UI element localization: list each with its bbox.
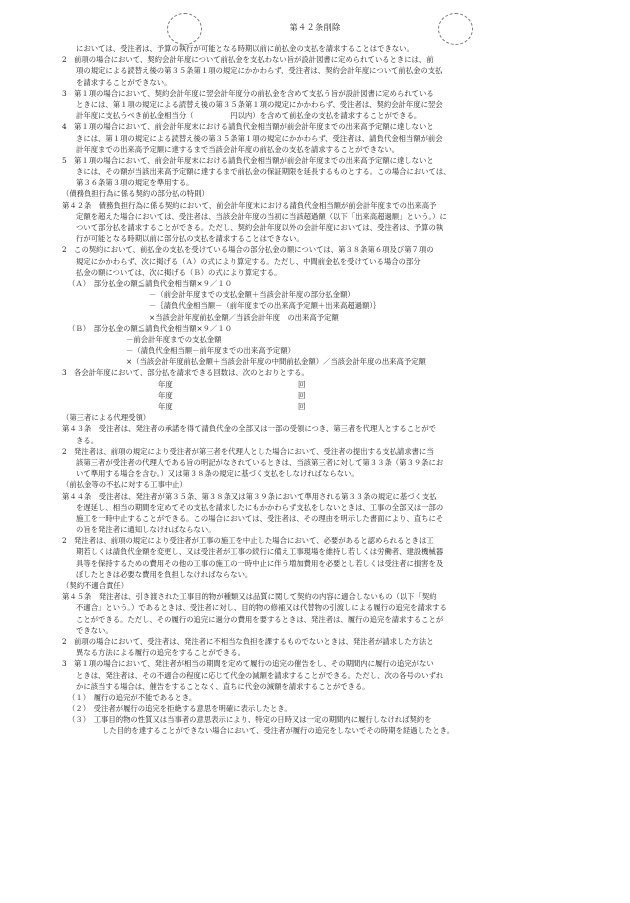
- text-line: ×当該会計年度前払金額／当該会計年度 の出来高予定額: [149, 312, 339, 322]
- text-line: 施工を一時中止することができる。この場合においては、受注者は、その理由を明示した書面により、直ちにそ: [76, 513, 444, 523]
- text-line: 行が可能となる時期以前に部分払の支払を請求することはできない。: [76, 234, 304, 244]
- page-title: 第４２条削除: [289, 22, 341, 32]
- text-line: を遅延し、相当の期間を定めてその支払を請求したにもかかわらず支払をしないときは、工事の全部又は一部の: [76, 502, 444, 512]
- text-line: きには、その額が当該出来高予定額に達するまで前払金の保証期限を延長するものとする。この場合においては、: [76, 167, 451, 177]
- text-line: 2 この契約において、前払金の支払を受けている場合の部分払金の額については、第３８条第６項及び第７項の: [62, 245, 434, 255]
- text-line: きには、第１項の規定による読替え後の第３５条第１項の規定にかかわらず、受注者は、請負代金相当額が前会: [76, 133, 443, 143]
- text-line: （前払金等の不払に対する工事中止）: [62, 480, 187, 490]
- page-header: [0, 13, 630, 43]
- text-line: （契約不適合責任）: [62, 581, 129, 590]
- text-line: きる。: [76, 435, 99, 445]
- schedule-row: [62, 401, 572, 412]
- text-line: においては、受注者は、予算の執行が可能となる時期以前に前払金の支払を請求することはできない。: [76, 44, 414, 53]
- text-line: 2 前項の場合において、受注者は、発注者に不相当な負担を課するものでないときは、発注者が請求した方法と: [62, 636, 434, 646]
- text-line: の旨を発注者に通知しなければならない。: [76, 525, 216, 535]
- text-line: ときには、第１項の規定による読替え後の第３５条第１項の規定にかかわらず、受注者は、契約会計年度に翌会: [76, 99, 443, 109]
- text-line: 項の規定による読替え後の第３５条第１項の規定にかかわらず、受注者は、契約会計年度について前払金の支払: [76, 66, 443, 76]
- text-line: を請求することができない。: [76, 77, 172, 87]
- schedule-year: 年度: [158, 402, 173, 411]
- document-body: [62, 43, 572, 737]
- text-line: 定額を超えた場合においては、受注者は、当該会計年度の当初に当該超過額（以下「出来高超過額」という。）に: [76, 211, 447, 221]
- text-line: 3 第１項の場合において、発注者が相当の期間を定めて履行の追完の催告をし、その期間内に履行の追完がない: [62, 659, 434, 669]
- text-line: 3 各会計年度において、部分払を請求できる回数は、次のとおりとする。: [62, 368, 309, 378]
- text-line: （２） 受注者が履行の追完を拒絶する意思を明確に表示したとき。: [68, 704, 292, 714]
- schedule-row: [62, 379, 572, 390]
- text-line: －（請負代金相当額－前年度までの出来高予定額）: [126, 346, 295, 356]
- text-line: 払金の額については、次に掲げる（Ｂ）の式により算定する。: [76, 267, 282, 277]
- text-line: 異なる方法による履行の追完をすることができる。: [76, 648, 245, 658]
- text-line: ことができる。ただし、その履行の追完に過分の費用を要するときは、発注者は、履行の追完を請求することが: [76, 614, 444, 624]
- schedule-year: 年度: [158, 390, 173, 400]
- text-line: ぼしたときは必要な費用を負担しなければならない。: [76, 569, 253, 579]
- text-line: かに該当する場合は、催告をすることなく、直ちに代金の減額を請求することができる。: [76, 681, 370, 691]
- text-line: －前会計年度までの支払金額: [126, 334, 222, 344]
- text-line: 計年度に支払うべき前払金相当分（ 円以内）を含めて前払金の支払を請求することができる。: [76, 111, 422, 121]
- text-line: 該第三者が受注者の代理人である旨の明記がなされているときは、当該第三者に対して第３３条（第３９条にお: [76, 457, 444, 467]
- schedule-row: [62, 390, 572, 401]
- text-line: （債務負担行為に係る契約の部分払の特則）: [62, 189, 209, 199]
- text-line: （Ｂ） 部分払金の額≦請負代金相当額×９／１０: [68, 323, 233, 333]
- text-line: ×（当該会計年度前払金額＋当該会計年度の中間前払金額）／当該会計年度の出来高予定額: [126, 357, 426, 367]
- schedule-count: 回: [298, 379, 306, 389]
- schedule-count: 回: [298, 402, 306, 411]
- text-line: －｛請負代金相当額－（前年度までの出来高予定額＋出来高超過額）｝: [149, 301, 381, 311]
- schedule-year: 年度: [158, 379, 173, 389]
- text-line: 第４５条 発注者は、引き渡された工事目的物が種類又は品質に関して契約の内容に適合しないもの（以下「契約: [62, 592, 437, 602]
- text-line: ときは、発注者は、その不適合の程度に応じて代金の減額を請求することができる。ただし、次の各号のいずれ: [76, 670, 444, 680]
- text-line: 不適合」という。）であるときは、受注者に対し、目的物の修補又は代替物の引渡しによる履行の追完を請求する: [76, 603, 447, 613]
- text-line: 具等を保持するための費用その他の工事の施工の一時中止に伴う増加費用を必要とし若しくは受注者に損害を及: [76, 558, 444, 568]
- text-line: 計年度までの出来高予定額に達するまで当該会計年度の前払金の支払を請求することができない。: [76, 144, 400, 154]
- text-line: した目的を達することができない場合において、受注者が履行の追完をしないでその時期を経過したとき。: [102, 726, 455, 736]
- text-line: 2 発注者は、前項の規定により受注者が第三者を代理人とした場合において、受注者の提出する支払請求書に当: [62, 446, 434, 456]
- text-line: 規定にかかわらず、次に掲げる（Ａ）の式により算定する。ただし、中間前金払を受けている場合の部分: [76, 256, 421, 266]
- text-line: いて準用する場合を含む。）又は第３８条の規定に基づく支払をしなければならない。: [76, 469, 359, 479]
- text-line: 5 第１項の場合において、前会計年度末における請負代金相当額が前会計年度までの出来高予定額に達しないと: [62, 155, 434, 165]
- text-line: 2 前項の場合において、契約会計年度について前払金を支払わない旨が設計図書に定められているときには、前: [62, 55, 434, 65]
- text-line: 期若しくは請負代金額を変更し、又は受注者が工事の続行に備え工事現場を維持し若しくは労働者、建設機械器: [76, 547, 444, 557]
- text-line: 第４２条 債務負担行為に係る契約において、前会計年度末における請負代金相当額が前会計年度までの出来高予: [62, 200, 437, 210]
- schedule-count: 回: [298, 390, 306, 400]
- text-line: （３） 工事目的物の性質又は当事者の意思表示により、特定の日時又は一定の期間内に履行しなければ契約を: [68, 715, 432, 725]
- text-line: （１） 履行の追完が不能であるとき。: [68, 692, 197, 702]
- text-line: （Ａ） 部分払金の額≦請負代金相当額×９／１０: [68, 278, 233, 288]
- text-line: 3 第１項の場合において、契約会計年度に翌会計年度分の前払金を含めて支払う旨が設計図書に定められている: [62, 88, 434, 98]
- text-line: 第３６条第３項の規定を準用する。: [76, 178, 194, 188]
- text-line: 4 第１項の場合において、前会計年度末における請負代金相当額が前会計年度までの出来高予定額に達しないと: [62, 122, 434, 132]
- text-line: ついて部分払を請求することができる。ただし、契約会計年度以外の会計年度においては、受注者は、予算の執: [76, 223, 444, 232]
- text-line: 第４４条 受注者は、発注者が第３５条、第３８条又は第３９条において準用される第３３条の規定に基づく支払: [62, 491, 437, 501]
- text-line: できない。: [76, 625, 113, 635]
- seal-placeholder-right: [438, 13, 473, 45]
- text-line: （第三者による代理受領）: [62, 413, 151, 423]
- text-line: 第４３条 受注者は、発注者の承諾を得て請負代金の全部又は一部の受領につき、第三者を代理人とすることがで: [62, 424, 437, 434]
- text-line: 2 発注者は、前項の規定により受注者が工事の施工を中止した場合において、必要があると認められるときは工: [62, 536, 434, 546]
- text-line: －（前会計年度までの支払金額＋当該会計年度の部分払金額）: [149, 290, 355, 300]
